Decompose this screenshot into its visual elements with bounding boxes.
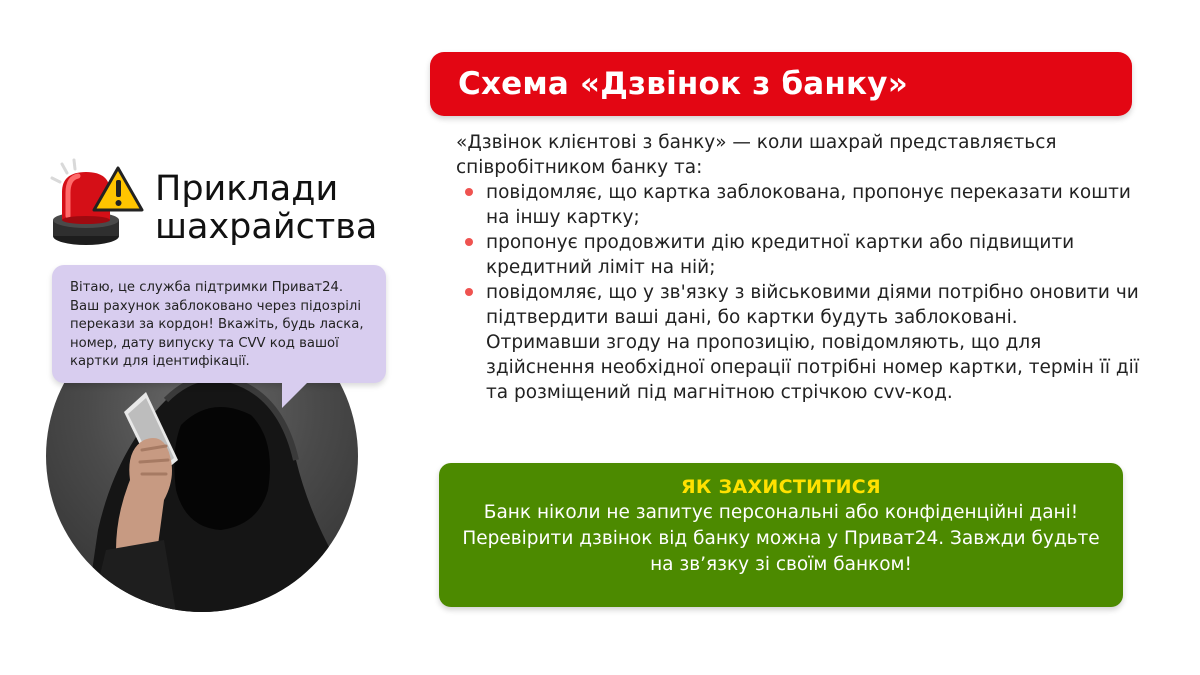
examples-heading-line2: шахрайства xyxy=(155,207,378,247)
scam-message-text: Вітаю, це служба підтримки Приват24. Ваш рахунок заблоковано через підозрілі перекази за кордон! Вкажіть, будь ласка, номер, дату випуску та CVV код вашої картки для ідентифікації. xyxy=(70,280,364,370)
protection-box xyxy=(439,463,1123,607)
protection-text: Банк ніколи не запитує персональні або конфіденційні дані! Перевірити дзвінок від банку можна у Приват24. Завжди будьте на зв’язку зі своїм банком! xyxy=(462,502,1100,575)
title-banner xyxy=(430,52,1132,116)
list-item xyxy=(456,280,1146,330)
scheme-bullet-list xyxy=(456,180,1146,330)
page-title: Схема «Дзвінок з банку» xyxy=(458,66,908,102)
description-intro: «Дзвінок клієнтові з банку» — коли шахрай представляється співробітником банку та: xyxy=(456,132,1057,178)
examples-heading xyxy=(155,170,377,246)
chat-bubble-tail xyxy=(282,378,312,408)
bullet-dot-icon xyxy=(465,238,473,246)
description-followup: Отримавши згоду на пропозицію, повідомляють, що для здійснення необхідної операції потрібні номер картки, термін її дії та розміщений під магнітною стрічкою cvv-код. xyxy=(486,332,1139,403)
chat-bubble xyxy=(52,265,386,383)
bullet-dot-icon xyxy=(465,288,473,296)
bullet-text: повідомляє, що картка заблокована, пропонує переказати кошти на іншу картку; xyxy=(486,182,1131,228)
examples-heading-line1: Приклади xyxy=(155,169,339,209)
bullet-text: пропонує продовжити дію кредитної картки або підвищити кредитний ліміт на ній; xyxy=(486,232,1075,278)
list-item xyxy=(456,180,1146,230)
scheme-description xyxy=(456,130,1146,405)
protection-heading: ЯК ЗАХИСТИТИСЯ xyxy=(681,476,881,498)
bullet-text: повідомляє, що у зв'язку з військовими діями потрібно оновити чи підтвердити ваші дані, бо картки будуть заблоковані. xyxy=(486,282,1139,328)
siren-warning-icon xyxy=(48,158,144,248)
bullet-dot-icon xyxy=(465,188,473,196)
list-item xyxy=(456,230,1146,280)
